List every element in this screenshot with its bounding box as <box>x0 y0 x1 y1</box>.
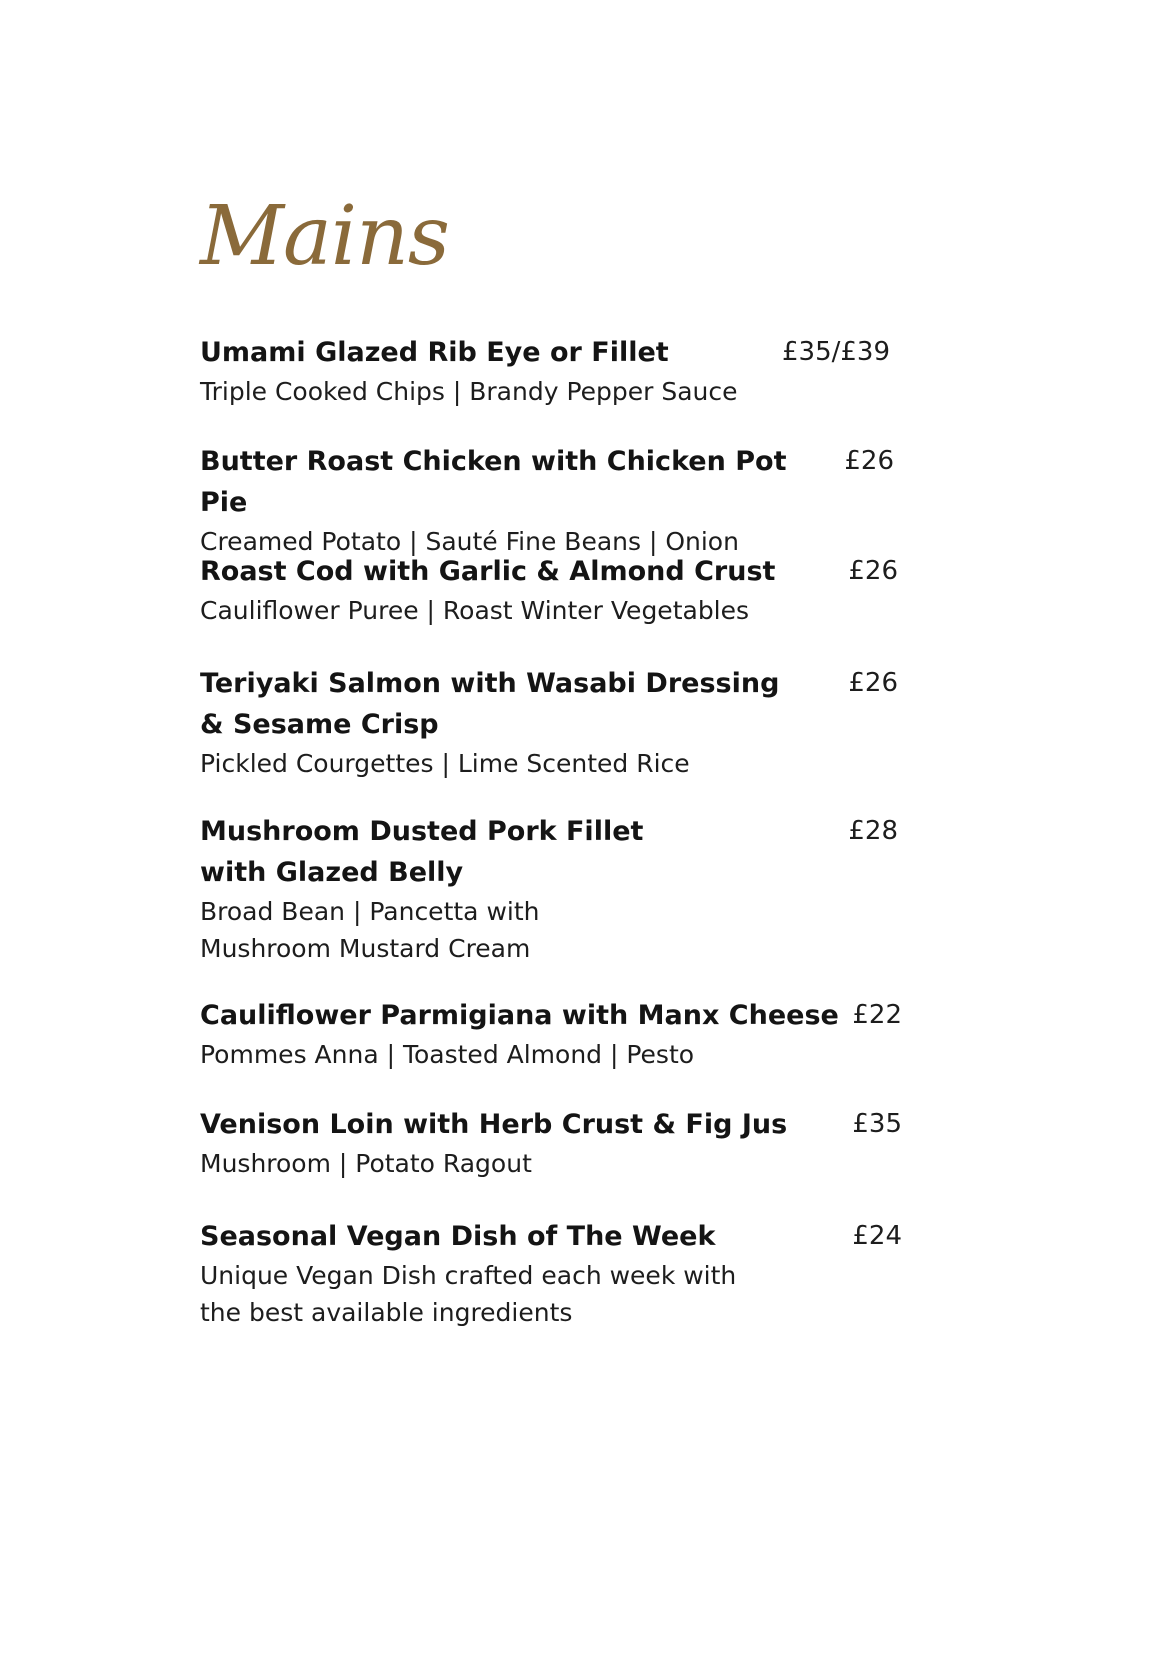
dish-name: Roast Cod with Garlic & Almond Crust <box>200 556 776 587</box>
dish-price: £35/£39 <box>781 337 890 367</box>
dish-description: Unique Vegan Dish crafted each week with the best available ingredients <box>200 1261 737 1327</box>
dish-name: Venison Loin with Herb Crust & Fig Jus <box>200 1109 788 1140</box>
dish-description: Triple Cooked Chips | Brandy Pepper Sauce <box>200 377 738 406</box>
menu-item <box>200 551 960 629</box>
dish-name: Umami Glazed Rib Eye or Fillet <box>200 337 669 368</box>
dish-price: £28 <box>848 816 898 846</box>
dish-price: £26 <box>848 556 898 586</box>
dish-description: Pickled Courgettes | Lime Scented Rice <box>200 749 690 778</box>
dish-name: Butter Roast Chicken with Chicken Pot Pie <box>200 446 787 518</box>
menu-item <box>200 332 960 410</box>
dish-name: Teriyaki Salmon with Wasabi Dressing & Sesame Crisp <box>200 668 780 740</box>
menu-item <box>200 811 960 967</box>
dish-name: Seasonal Vegan Dish of The Week <box>200 1221 716 1252</box>
dish-description: Pommes Anna | Toasted Almond | Pesto <box>200 1040 695 1069</box>
dish-name: Mushroom Dusted Pork Fillet with Glazed Belly <box>200 816 644 888</box>
menu-item <box>200 1216 960 1331</box>
dish-name: Cauliflower Parmigiana with Manx Cheese <box>200 1000 839 1031</box>
dish-price: £26 <box>844 446 894 476</box>
menu-item <box>200 663 960 782</box>
dish-price: £22 <box>852 1000 902 1030</box>
dish-price: £26 <box>848 668 898 698</box>
dish-description: Broad Bean | Pancetta with Mushroom Mustard Cream <box>200 897 540 963</box>
dish-price: £24 <box>852 1221 902 1251</box>
dish-price: £35 <box>852 1109 902 1139</box>
menu-section-title: Mains <box>200 189 449 284</box>
menu-item <box>200 995 960 1073</box>
menu-item <box>200 1104 960 1182</box>
dish-description: Creamed Potato | Sauté Fine Beans | Onion <box>200 527 739 556</box>
dish-description: Cauliflower Puree | Roast Winter Vegetables <box>200 596 750 625</box>
menu-item <box>200 441 960 560</box>
dish-description: Mushroom | Potato Ragout <box>200 1149 532 1178</box>
